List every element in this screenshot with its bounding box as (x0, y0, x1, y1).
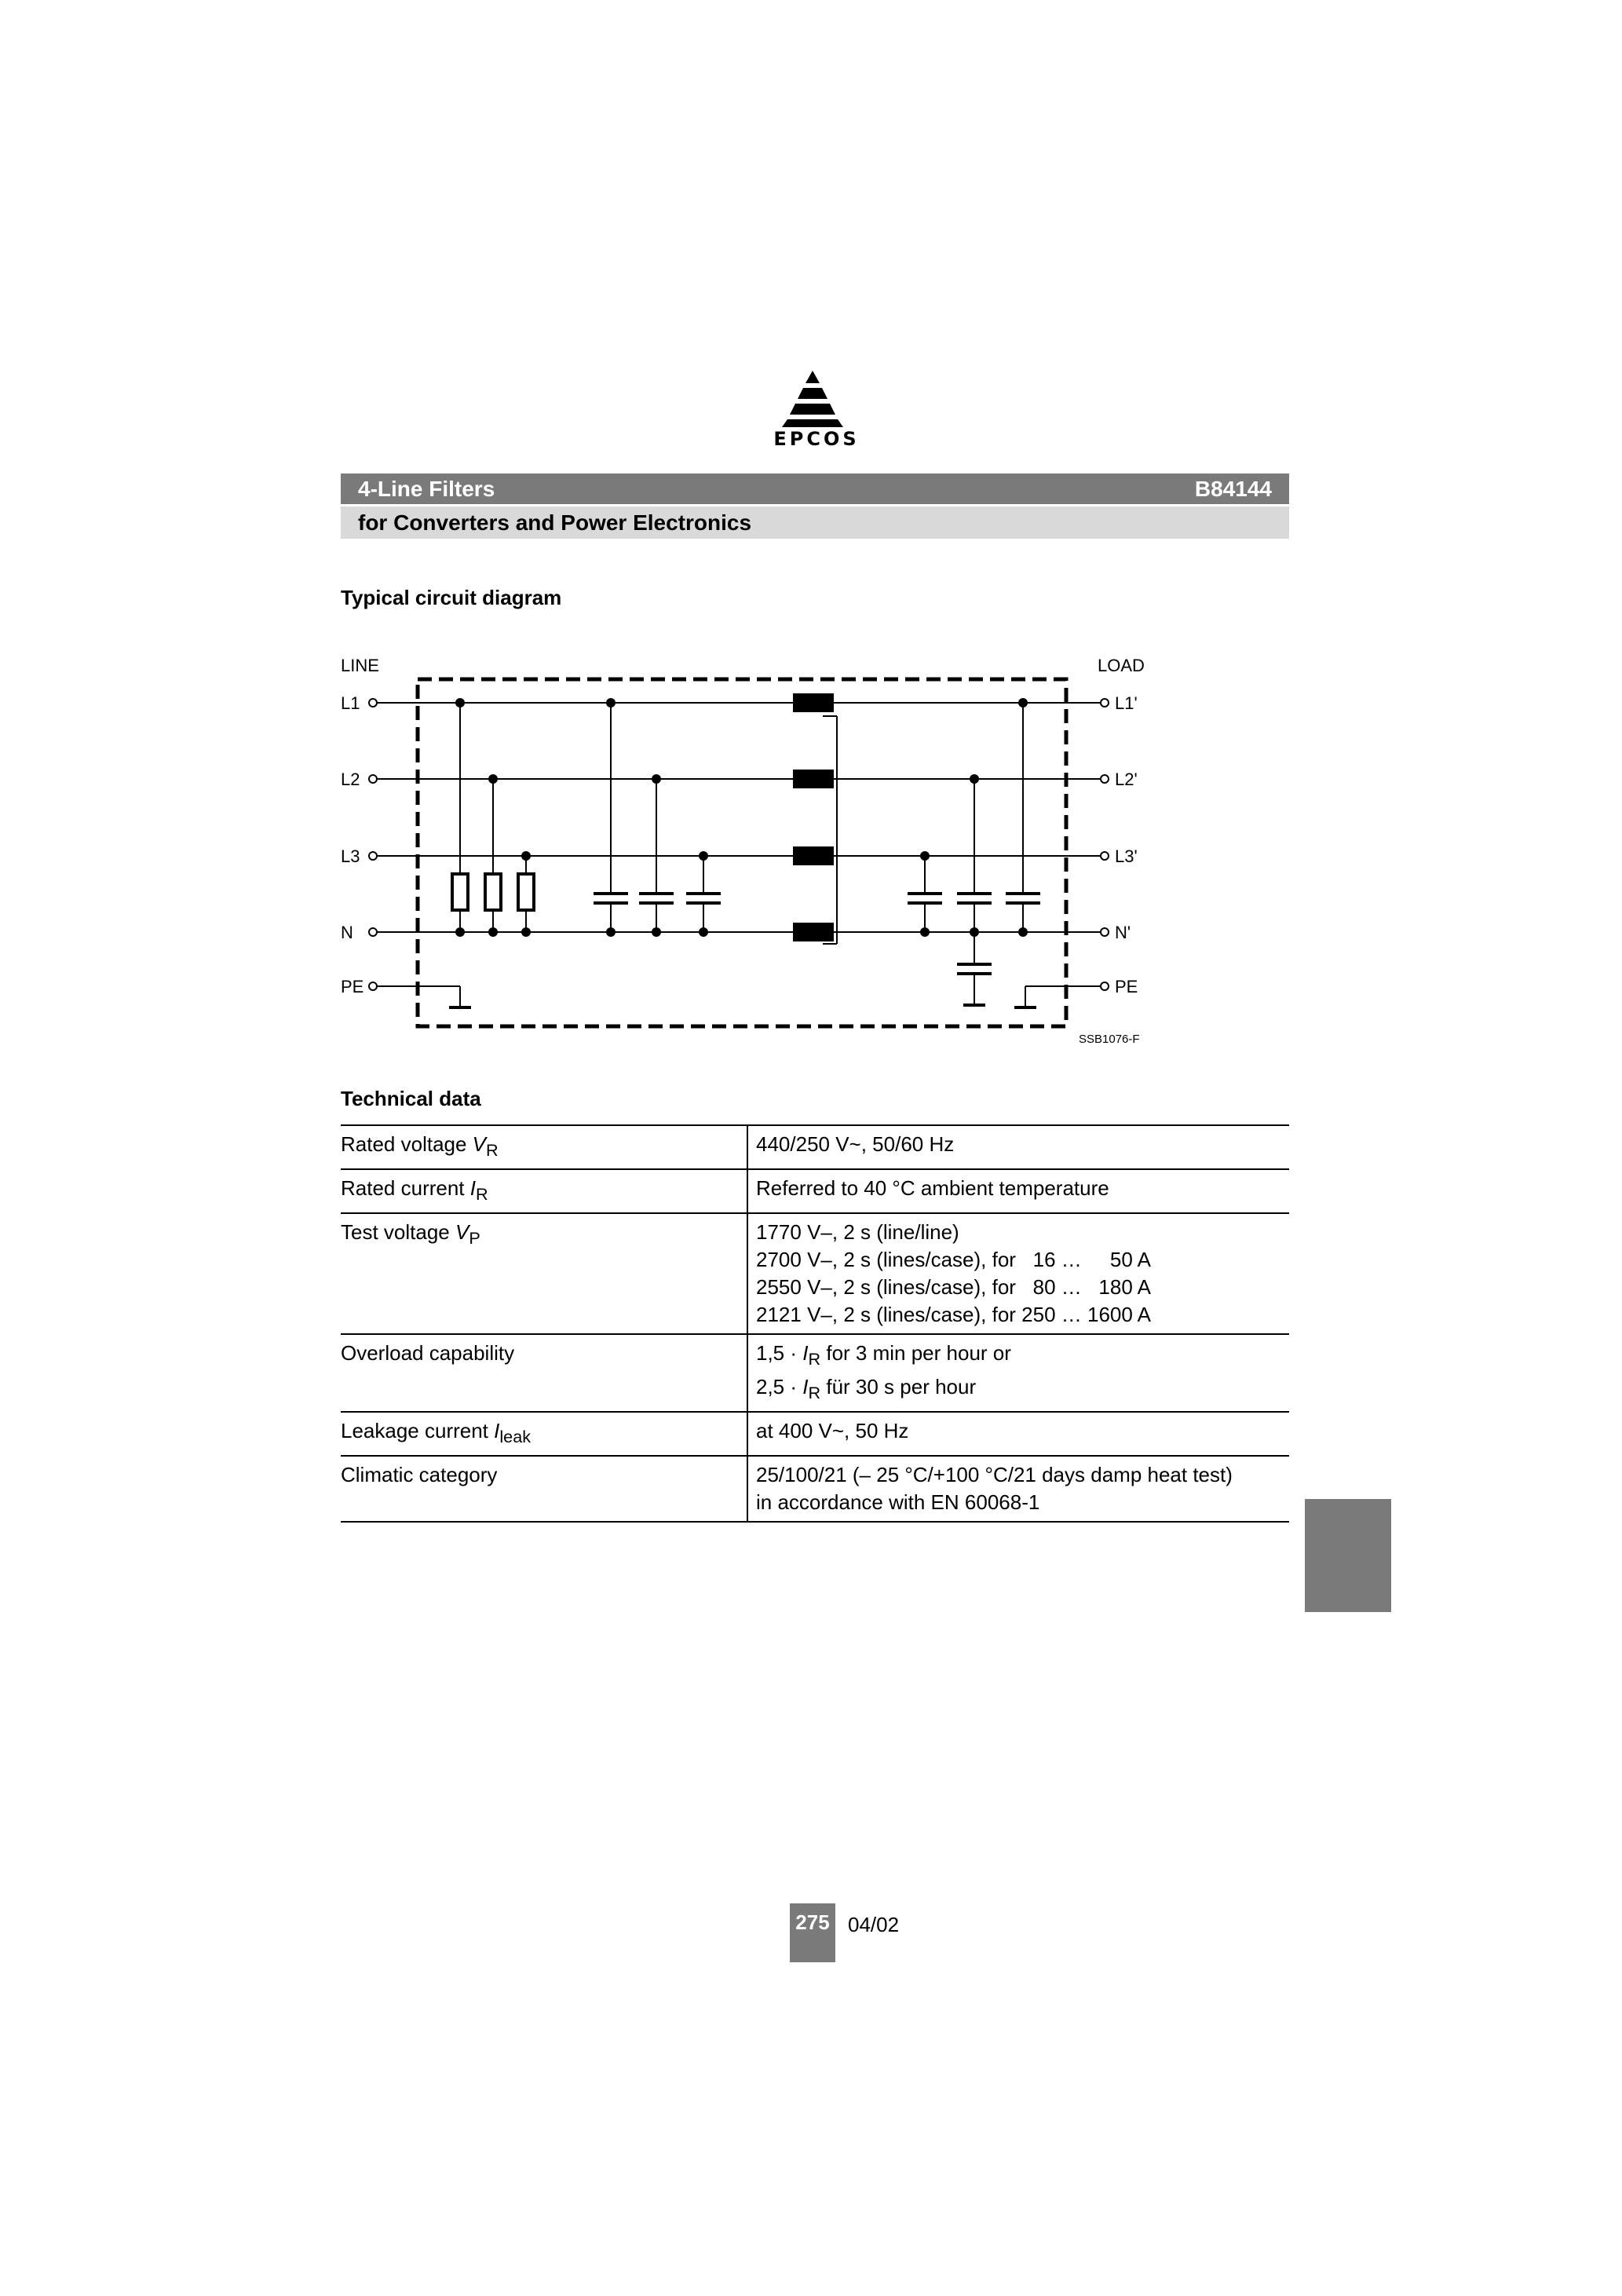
param-cell: Overload capability (341, 1334, 747, 1411)
table-row (341, 1412, 1289, 1456)
param-cell: Rated current $I_R$ (341, 1169, 747, 1213)
terminal-l3-out: L3' (1115, 846, 1138, 866)
param-cell: Leakage current $I_{leak}$ (341, 1412, 747, 1456)
title-band (341, 473, 1289, 504)
section-tab-marker (1305, 1499, 1391, 1612)
technical-data-table (341, 1124, 1289, 1523)
part-number: B84144 (1194, 477, 1272, 501)
param-cell: Rated voltage $V_R$ (341, 1125, 747, 1169)
terminal-n-out: N' (1115, 923, 1131, 942)
terminal-pe-in: PE (341, 977, 364, 996)
circuit-diagram (341, 644, 1173, 1044)
circuit-heading: Typical circuit diagram (341, 586, 562, 609)
page-number: 275 (790, 1903, 835, 1962)
line-label: LINE (341, 656, 379, 675)
terminal-l3: L3 (341, 846, 360, 866)
terminal-l2-out: L2' (1115, 770, 1138, 789)
table-row (341, 1125, 1289, 1169)
value-cell: $1,5 \cdot I_R$ for 3 min per hour or $2,5 \cdot I_R$ für 30 s per hour (747, 1334, 1289, 1411)
document-subtitle: for Converters and Power Electronics (358, 510, 752, 535)
terminal-l1: L1 (341, 693, 360, 713)
terminal-l1-out: L1' (1115, 693, 1138, 713)
page-date: 04/02 (848, 1913, 900, 1936)
param-cell: Test voltage $V_P$ (341, 1213, 747, 1334)
table-row (341, 1334, 1289, 1411)
value-cell: 25/100/21 (– 25 °C/+100 °C/21 days damp heat test) in accordance with EN 60068-1 (747, 1456, 1289, 1522)
terminal-n: N (341, 923, 353, 942)
table-row (341, 1456, 1289, 1522)
terminal-pe-out: PE (1115, 977, 1138, 996)
drawing-code: SSB1076-F (1079, 1033, 1140, 1044)
value-cell: Referred to 40 °C ambient temperature (747, 1169, 1289, 1213)
value-cell: at 400 V~, 50 Hz (747, 1412, 1289, 1456)
table-row (341, 1213, 1289, 1334)
subtitle-band (341, 506, 1289, 539)
document-title: 4-Line Filters (358, 477, 495, 501)
terminal-l2: L2 (341, 770, 360, 789)
technical-heading: Technical data (341, 1087, 481, 1110)
load-label: LOAD (1098, 656, 1145, 675)
value-cell: 1770 V–, 2 s (line/line) 2700 V–, 2 s (lines/case), for 16 … 50 A 2550 V–, 2 s (lines/case), for 80 … 180 A 2121 V–, 2 s (lines/case), for 250 … 1600 A (747, 1213, 1289, 1334)
brand-name: EPCOS (773, 428, 860, 450)
value-cell: 440/250 V~, 50/60 Hz (747, 1125, 1289, 1169)
table-row (341, 1169, 1289, 1213)
param-cell: Climatic category (341, 1456, 747, 1522)
